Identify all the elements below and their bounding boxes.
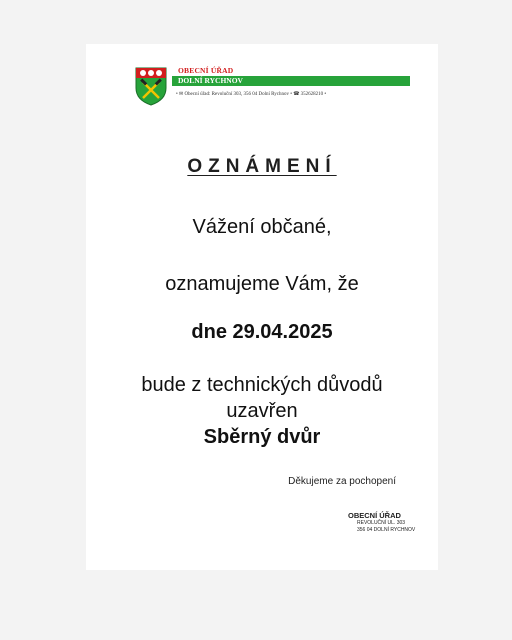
stamp-title: OBECNÍ ÚŘAD xyxy=(348,511,401,520)
office-stamp xyxy=(348,511,428,534)
reason-line: bude z technických důvodů xyxy=(141,374,383,396)
village-banner xyxy=(172,76,410,86)
notice-sheet xyxy=(86,44,438,570)
notice-title xyxy=(86,156,438,178)
closure-date: dne 29.04.2025 xyxy=(191,321,333,343)
office-name: OBECNÍ ÚŘAD xyxy=(178,66,234,75)
facility-name: Sběrný dvůr xyxy=(203,426,321,448)
stamp-street: REVOLUČNÍ UL. 303 xyxy=(357,520,406,526)
intro-line: oznamujeme Vám, že xyxy=(165,273,359,295)
contact-line: • ✉ Obecní úřad: Revoluční 303, 356 04 Dolní Rychnov • ☎ 352628210 • xyxy=(176,92,327,97)
greeting: Vážení občané, xyxy=(192,216,332,238)
letterhead xyxy=(134,64,410,112)
village-name: DOLNÍ RYCHNOV xyxy=(178,76,243,85)
notice-title-text: OZNÁMENÍ xyxy=(187,156,337,177)
closed-line: uzavřen xyxy=(226,400,298,422)
stamp-city: 356 04 DOLNÍ RYCHNOV xyxy=(357,527,416,533)
thanks-line: Děkujeme za pochopení xyxy=(288,476,396,487)
coat-of-arms-icon xyxy=(134,66,168,106)
